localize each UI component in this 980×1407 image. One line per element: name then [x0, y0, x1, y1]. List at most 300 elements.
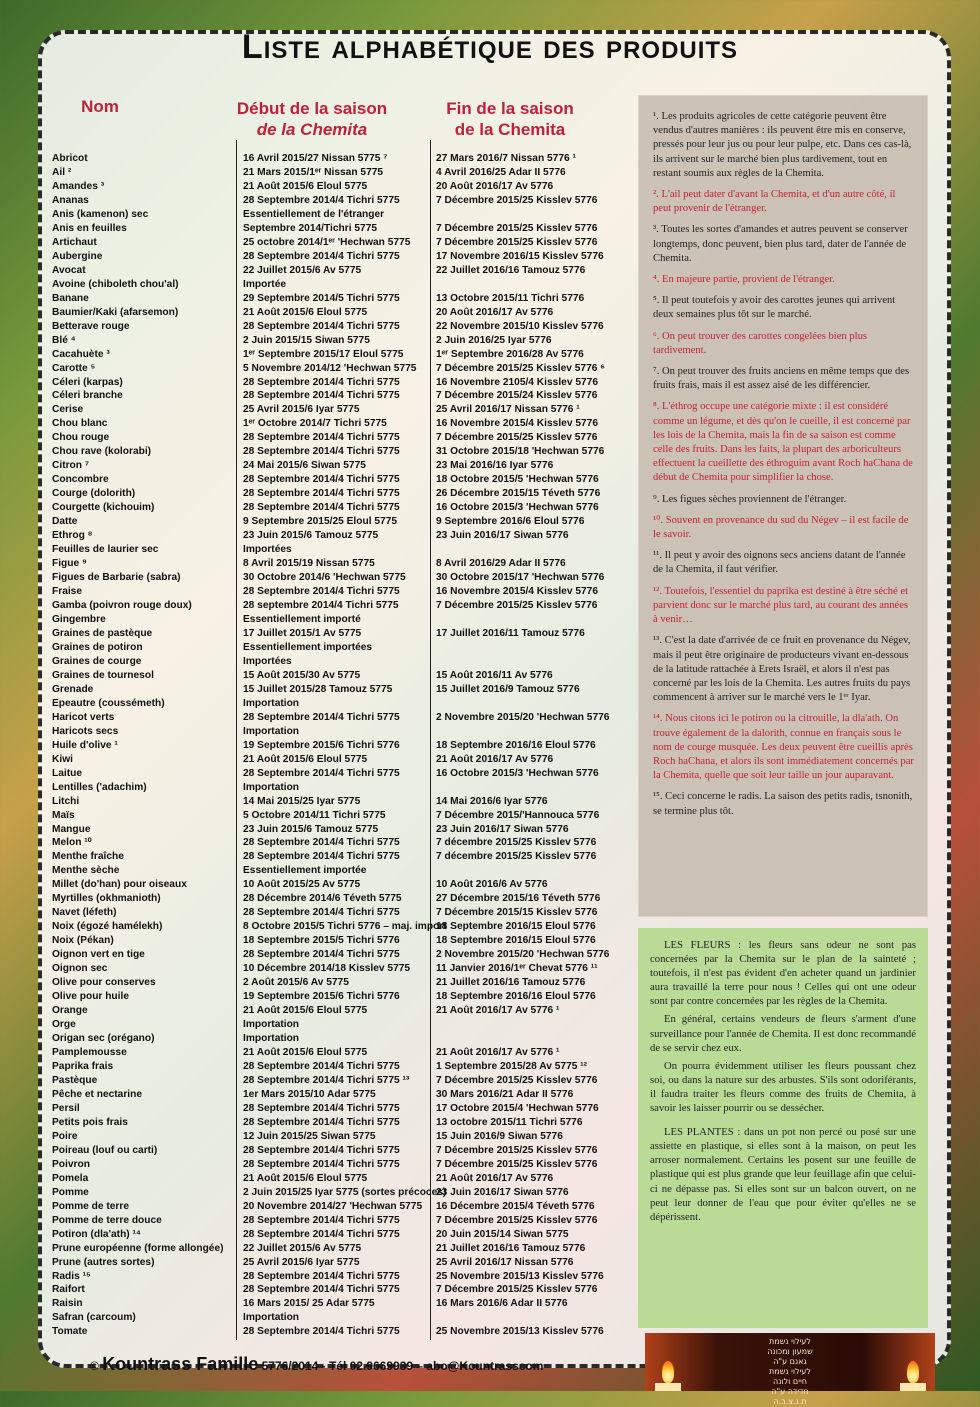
season-start: 5 Novembre 2014/12 'Hechwan 5775 [243, 362, 417, 374]
season-end [436, 278, 626, 292]
product-name: Concombre [52, 474, 109, 486]
product-name: Noix (égozé hamélekh) [52, 921, 163, 933]
season-start: 28 Septembre 2014/4 Tichri 5775 [243, 194, 400, 206]
season-start: 9 Septembre 2015/25 Eloul 5775 [243, 516, 398, 528]
product-name: Epeautre (coussémeth) [52, 697, 165, 709]
product-name: Persil [52, 1102, 80, 1114]
season-end [436, 725, 626, 739]
season-start: 25 Avril 2015/6 Iyar 5775 [243, 1256, 360, 1268]
memorial-candles-box [645, 1333, 935, 1406]
header-debut-line1: Début de la saison [236, 99, 388, 118]
product-name: Figue ⁹ [52, 558, 87, 570]
season-start: 10 Août 2015/25 Av 5775 [243, 879, 361, 891]
product-name: Amandes ³ [52, 180, 105, 192]
product-name: Navet (léfeth) [52, 907, 117, 919]
season-start: 21 Août 2015/6 Eloul 5775 [243, 180, 368, 192]
season-start: Importation [243, 1312, 300, 1324]
season-end: 7 Décembre 2015/25 Kisslev 5776 [436, 432, 598, 444]
header-debut-line2: de la Chemita [256, 120, 368, 139]
memorial-text [735, 1337, 845, 1407]
product-name: Gingembre [52, 613, 106, 625]
season-end: 10 Août 2016/6 Av 5776 [436, 879, 548, 891]
season-end: 7 Décembre 2015/25 Kisslev 5776 [436, 1284, 598, 1296]
product-name: Raisin [52, 1298, 83, 1310]
season-end: 2 Novembre 2015/20 'Hechwan 5776 [436, 711, 610, 723]
product-name: Noix (Pékan) [52, 935, 114, 947]
season-end: 7 Décembre 2015/25 Kisslev 5776 [436, 1074, 598, 1086]
season-end [436, 613, 626, 627]
season-end: 7 décembre 2015/25 Kisslev 5776 [436, 851, 597, 863]
product-name: Abricot [52, 153, 88, 164]
season-end: 7 Décembre 2015/25 Kisslev 5776 [436, 1214, 598, 1226]
product-name: Lentilles ('adachim) [52, 781, 147, 793]
season-start: 8 Octobre 2015/5 Tichri 5776 – maj. import [243, 921, 447, 933]
footer-brand: Kountrass Famille [102, 1354, 259, 1374]
season-start: 25 octobre 2014/1ᵉʳ 'Hechwan 5775 [243, 236, 411, 248]
season-end [436, 864, 626, 878]
season-start: 20 Novembre 2014/27 'Hechwan 5775 [243, 1200, 423, 1212]
memorial-line: חיים ולונה [773, 1377, 807, 1386]
footnote: ⁴. En majeure partie, provient de l'étranger. [653, 274, 835, 286]
season-start: 10 Décembre 2014/18 Kisslev 5775 [243, 963, 411, 975]
season-start: 28 Septembre 2014/4 Tichri 5775 [243, 949, 400, 961]
season-end [436, 641, 626, 655]
product-name: Chou rouge [52, 432, 110, 444]
season-start: 1ᵉʳ Septembre 2015/17 Eloul 5775 [243, 348, 404, 360]
footnote: ¹³. C'est la date d'arrivée de ce fruit en provenance du Négev, mais il peut être originaire de producteurs vivant en-dessous de la latitude rattachée à Erets Israël, et alors il n'est pas concerné par les lois de la Chemita. Les autres fruits du pays commencent à arriver sur le marché vers le 1ᵉʳ Iyar. [653, 635, 911, 704]
season-start: 28 Septembre 2014/4 Tichri 5775 [243, 250, 400, 262]
product-name: Courge (dolorith) [52, 488, 136, 500]
season-start: Essentiellement importées [243, 641, 373, 653]
season-end: 2 Juin 2016/25 Iyar 5776 [436, 334, 552, 346]
season-start: 28 Septembre 2014/4 Tichri 5775 [243, 502, 400, 514]
season-end-column [436, 152, 626, 1339]
season-start: 28 Septembre 2014/4 Tichri 5775 [243, 1326, 400, 1338]
season-end: 25 Avril 2016/17 Nissan 5776 ¹ [436, 404, 580, 416]
product-name: Millet (do'han) pour oiseaux [52, 879, 187, 891]
product-name: Carotte ⁵ [52, 362, 96, 374]
season-end: 16 Décembre 2015/4 Téveth 5776 [436, 1200, 595, 1212]
product-name: Graines de tournesol [52, 669, 154, 681]
season-end: 23 Juin 2016/17 Siwan 5776 [436, 530, 569, 542]
product-name: Potiron (dla'ath) ¹⁴ [52, 1228, 141, 1240]
season-end: 4 Avril 2016/25 Adar II 5776 [436, 166, 566, 178]
footnote: ⁹. Les figues sèches proviennent de l'étranger. [653, 493, 847, 505]
product-name: Pomela [52, 1172, 89, 1184]
season-start: 28 Septembre 2014/4 Tichri 5775 [243, 432, 400, 444]
season-start: Importées [243, 544, 292, 556]
product-name: Tomate [52, 1326, 88, 1338]
product-name: Prune européenne (forme allongée) [52, 1242, 224, 1254]
footnote: ¹⁵. Ceci concerne le radis. La saison des petits radis, tsnonith, se termine plus tôt. [653, 791, 913, 817]
season-end: 20 Août 2016/17 Av 5776 [436, 306, 554, 318]
season-start: 21 Août 2015/6 Eloul 5775 [243, 1005, 368, 1017]
memorial-line: לעילוי נשמת [769, 1337, 811, 1346]
season-end: 22 Juillet 2016/16 Tamouz 5776 [436, 264, 586, 276]
season-start: 22 Juillet 2015/6 Av 5775 [243, 1242, 362, 1254]
product-name: Haricot verts [52, 711, 115, 723]
season-start: 28 Septembre 2014/4 Tichri 5775 [243, 1158, 400, 1170]
season-start: Importées [243, 655, 292, 667]
season-start: 23 Juin 2015/6 Tamouz 5775 [243, 530, 379, 542]
season-start: 24 Mai 2015/6 Siwan 5775 [243, 460, 366, 472]
product-name: Safran (carcoum) [52, 1312, 136, 1324]
flame-left-icon [662, 1361, 674, 1383]
season-end: 18 Septembre 2016/16 Eloul 5776 [436, 739, 596, 751]
product-name: Huile d'olive ¹ [52, 739, 118, 751]
season-start: Importation [243, 725, 300, 737]
header-nom: Nom [81, 97, 119, 116]
product-name: Raifort [52, 1284, 85, 1296]
season-end: 22 Novembre 2015/10 Kisslev 5776 [436, 320, 604, 332]
season-end: 31 Octobre 2015/18 'Hechwan 5776 [436, 446, 605, 458]
season-end: 30 Mars 2016/21 Adar II 5776 [436, 1088, 574, 1100]
product-name: Mangue [52, 823, 91, 835]
memorial-line: שמעון ומכונה [767, 1347, 813, 1356]
product-name: Grenade [52, 683, 94, 695]
season-end: 16 Mars 2016/6 Adar II 5776 [436, 1298, 568, 1310]
season-start: Importation [243, 1033, 300, 1045]
product-name: Menthe sèche [52, 865, 120, 877]
season-end: 25 Novembre 2015/13 Kisslev 5776 [436, 1270, 604, 1282]
product-name-column [52, 152, 232, 1339]
season-end: 7 Décembre 2015/'Hannouca 5776 [436, 809, 600, 821]
season-start: 28 Septembre 2014/4 Tichri 5775 [243, 1060, 400, 1072]
footnote: ⁷. On peut trouver des fruits anciens en même temps que des fruits frais, mais il est assez aisé de les différencier. [653, 366, 910, 392]
product-name: Pastèque [52, 1074, 98, 1086]
season-start: Essentiellement importée [243, 865, 367, 877]
season-start: 12 Juin 2015/25 Siwan 5775 [243, 1130, 376, 1142]
product-name: Blé ⁴ [52, 334, 76, 346]
season-start: 28 Septembre 2014/4 Tichri 5775 [243, 390, 400, 402]
season-end: 18 Septembre 2016/15 Eloul 5776 [436, 921, 596, 933]
product-name: Cacahuète ³ [52, 348, 110, 360]
column-divider-1 [236, 140, 237, 1340]
season-start: 5 Octobre 2014/11 Tichri 5775 [243, 809, 386, 821]
season-start: 28 Septembre 2014/4 Tichri 5775 [243, 1214, 400, 1226]
product-name: Avoine (chiboleth chou'al) [52, 278, 179, 290]
product-name: Ananas [52, 194, 89, 206]
flowers-plants-panel [638, 928, 928, 1328]
season-end: 23 Mai 2016/16 Iyar 5776 [436, 460, 554, 472]
product-name: Artichaut [52, 236, 97, 248]
season-start: 16 Mars 2015/ 25 Adar 5775 [243, 1298, 375, 1310]
product-name: Olive pour huile [52, 991, 129, 1003]
product-name: Origan sec (orégano) [52, 1033, 155, 1045]
product-name: Graines de pastèque [52, 627, 153, 639]
product-name: Maïs [52, 809, 75, 821]
season-end: 27 Mars 2016/7 Nissan 5776 ¹ [436, 153, 576, 164]
season-start: Importée [243, 278, 287, 290]
season-end: 15 Juin 2016/9 Siwan 5776 [436, 1130, 563, 1142]
season-end: 13 octobre 2015/11 Tichri 5776 [436, 1116, 583, 1128]
season-start: 28 Septembre 2014/4 Tichri 5775 [243, 1116, 400, 1128]
season-start: 28 Septembre 2014/4 Tichri 5775 [243, 376, 400, 388]
season-end: 18 Septembre 2016/15 Eloul 5776 [436, 935, 596, 947]
product-name: Anis en feuilles [52, 222, 127, 234]
season-start: 28 Septembre 2014/4 Tichri 5775 [243, 851, 400, 863]
product-name: Avocat [52, 264, 86, 276]
season-start: 14 Mai 2015/25 Iyar 5775 [243, 795, 361, 807]
season-end: 21 Juillet 2016/16 Tamouz 5776 [436, 977, 586, 989]
product-name: Feuilles de laurier sec [52, 544, 159, 556]
season-start: 29 Septembre 2014/5 Tichri 5775 [243, 292, 400, 304]
season-start: 28 septembre 2014/4 Tichri 5775 [243, 600, 399, 611]
season-end: 21 Août 2016/17 Av 5776 ¹ [436, 1005, 560, 1017]
season-start: 8 Avril 2015/19 Nissan 5775 [243, 558, 375, 570]
candle-right [900, 1383, 926, 1391]
product-name: Baumier/Kaki (afarsemon) [52, 306, 179, 318]
season-start: 28 Décembre 2014/6 Téveth 5775 [243, 893, 402, 905]
header-debut [222, 98, 402, 140]
season-start: Septembre 2014/Tichri 5775 [243, 222, 378, 234]
product-name: Haricots secs [52, 725, 119, 737]
season-end: 25 Novembre 2015/13 Kisslev 5776 [436, 1326, 604, 1338]
season-end: 7 Décembre 2015/25 Kisslev 5776 [436, 222, 598, 234]
season-end: 14 Mai 2016/6 Iyar 5776 [436, 795, 548, 807]
footnote: ⁵. Il peut toutefois y avoir des carottes jeunes qui arrivent deux semaines plus tôt sur le marché. [653, 295, 896, 321]
season-start: 17 Juillet 2015/1 Av 5775 [243, 627, 362, 639]
season-end: 23 Juin 2016/17 Siwan 5776 [436, 1186, 569, 1198]
season-start: 28 Septembre 2014/4 Tichri 5775 [243, 837, 400, 849]
product-name: Banane [52, 292, 89, 304]
product-name: Pêche et nectarine [52, 1088, 143, 1100]
product-name: Petits pois frais [52, 1116, 128, 1128]
season-end: 15 Août 2016/11 Av 5776 [436, 669, 553, 681]
season-end: 17 Novembre 2016/15 Kisslev 5776 [436, 250, 604, 262]
season-start: Essentiellement de l'étranger [243, 208, 385, 220]
season-end: 20 Juin 2015/14 Siwan 5775 [436, 1228, 569, 1240]
season-start: 28 Septembre 2014/4 Tichri 5775 [243, 1144, 400, 1156]
season-end [436, 697, 626, 711]
season-end [436, 1032, 626, 1046]
product-name: Radis ¹⁵ [52, 1270, 91, 1282]
season-end: 16 Octobre 2015/3 'Hechwan 5776 [436, 767, 599, 779]
season-end: 21 Juillet 2016/16 Tamouz 5776 [436, 1242, 586, 1254]
footnotes-panel [638, 95, 928, 917]
footnote: ¹. Les produits agricoles de cette catégorie peuvent être vendus d'autres manières : ils peuvent être mis en conserve, pressés pour leur jus ou pour leur pulpe, etc. Dans ces cas-là, ils arrivent sur le marché bien plus tardivement, tout en restant soumis aux règles de la Chemita. [653, 111, 912, 179]
footer-contact: 5776/2014 - Tél 02.9669939 – abo@Kountrasscom [261, 1359, 544, 1373]
season-end: 9 Septembre 2016/6 Eloul 5776 [436, 516, 585, 528]
flowers-paragraph: LES FLEURS : les fleurs sans odeur ne sont pas concernées par la Chemita sur le plan de la sainteté ; toutefois, il n'est pas évident d'en acheter quand un jardinier aura travaillé la terre pour nous ! Celles qui ont une odeur sont par contre concernées par les règles de la Chemita. [650, 939, 916, 1008]
season-start: 28 Septembre 2014/4 Tichri 5775 [243, 1270, 400, 1282]
season-start-column [243, 152, 447, 1339]
footnote: ⁶. On peut trouver des carottes congelées bien plus tardivement. [653, 330, 868, 356]
season-start: 2 Août 2015/6 Av 5775 [243, 977, 349, 989]
season-end: 11 Janvier 2016/1ᵉʳ Chevat 5776 ¹¹ [436, 963, 598, 975]
product-name: Poivron [52, 1158, 90, 1170]
product-name: Laitue [52, 767, 83, 779]
season-start: 2 Juin 2015/25 Iyar 5775 (sortes précoces) [243, 1186, 447, 1198]
season-start: 1ᵉʳ Octobre 2014/7 Tichri 5775 [243, 418, 387, 430]
product-name: Aubergine [52, 250, 103, 262]
season-start: 28 Septembre 2014/4 Tichri 5775 [243, 767, 400, 779]
season-start: 30 Octobre 2014/6 'Hechwan 5775 [243, 572, 406, 584]
product-name: Pomme de terre douce [52, 1214, 162, 1226]
season-end: 30 Octobre 2015/17 'Hechwan 5776 [436, 572, 605, 584]
product-name: Datte [52, 516, 78, 528]
product-name: Poire [52, 1130, 78, 1142]
memorial-line: ת.נ.צ.ב.ה [773, 1397, 807, 1406]
product-name: Courgette (kichouim) [52, 502, 155, 514]
season-start: 28 Septembre 2014/4 Tichri 5775 [243, 1228, 400, 1240]
season-end: 17 Octobre 2015/4 'Hechwan 5776 [436, 1102, 599, 1114]
product-name: Menthe fraîche [52, 851, 124, 863]
season-end: 17 Juillet 2016/11 Tamouz 5776 [436, 627, 585, 639]
copyright-symbol: © [90, 1359, 99, 1373]
season-start: 15 Juillet 2015/28 Tamouz 5775 [243, 683, 393, 695]
season-start: 28 Septembre 2014/4 Tichri 5775 [243, 488, 400, 500]
season-start: Importation [243, 781, 300, 793]
season-end: 21 Août 2016/17 Av 5776 [436, 753, 554, 765]
season-end: 15 Juillet 2016/9 Tamouz 5776 [436, 683, 580, 695]
season-start: 28 Septembre 2014/4 Tichri 5775 [243, 711, 400, 723]
product-name: Cerise [52, 404, 84, 416]
season-end [436, 543, 626, 557]
product-name: Graines de potiron [52, 641, 143, 653]
product-name: Betterave rouge [52, 320, 130, 332]
season-start: Importation [243, 697, 300, 709]
season-start: 22 Juillet 2015/6 Av 5775 [243, 264, 362, 276]
season-end: 7 Décembre 2015/15 Kisslev 5776 [436, 907, 598, 919]
season-end: 18 Septembre 2016/16 Eloul 5776 [436, 991, 596, 1003]
product-name: Pomme de terre [52, 1200, 130, 1212]
product-name: Pamplemousse [52, 1047, 127, 1058]
flowers-paragraph: On pourra évidemment utiliser les fleurs poussant chez soi, ou dans la nature sur des arbustes. S'ils sont odoriférants, il faudra traiter les fleurs comme des fruits de Chemita, à savoir les laisser pourrir ou se dessécher. [650, 1059, 916, 1115]
header-fin-line2: de la Chemita [454, 120, 566, 139]
season-start: 15 Août 2015/30 Av 5775 [243, 669, 361, 681]
season-end: 2 Novembre 2015/20 'Hechwan 5776 [436, 949, 610, 961]
season-end: 23 Juin 2016/17 Siwan 5776 [436, 823, 569, 835]
season-end [436, 208, 626, 222]
season-start: 21 Août 2015/6 Eloul 5775 [243, 753, 368, 765]
season-start: 28 Septembre 2014/4 Tichri 5775 ¹³ [243, 1074, 410, 1086]
footnote: ¹⁴. Nous citons ici le potiron ou la citrouille, la dla'ath. On trouve également de la dalorith, connue en français sous le nom de courge musquée. Les deux peuvent être cueillis après Roch haChana, et alors ils sont immédiatement concernés par la Chemita, quelle que soit leur taille un jour auparavant. [653, 713, 914, 782]
product-name: Chou blanc [52, 418, 108, 430]
product-name: Ethrog ⁸ [52, 530, 93, 542]
product-name: Melon ¹⁰ [52, 837, 92, 849]
product-name: Prune (autres sortes) [52, 1256, 155, 1268]
footer [90, 1354, 543, 1375]
product-name: Figues de Barbarie (sabra) [52, 572, 181, 584]
season-end: 21 Août 2016/17 Av 5776 ¹ [436, 1047, 560, 1058]
season-end: 16 Octobre 2015/3 'Hechwan 5776 [436, 502, 599, 514]
product-name: Paprika frais [52, 1060, 114, 1072]
candle-left [655, 1383, 681, 1391]
season-start: 16 Avril 2015/27 Nissan 5775 ⁷ [243, 153, 388, 164]
footnote: ¹⁰. Souvent en provenance du sud du Négev – il est facile de le savoir. [653, 514, 909, 541]
flowers-paragraph: LES PLANTES : dans un pot non percé ou posé sur une assiette en plastique, si elles sont à la maison, on peut les arroser normalement. Certains les posent sur une feuille de plastique qui est plus grande que leur feuillage afin que celui-ci ne dépasse pas. Si elles sont sur un balcon ouvert, on ne peut leur donner de l'eau que pour éviter qu'elles ne se dépérissent. [650, 1126, 916, 1223]
season-start: Essentiellement importé [243, 613, 361, 625]
season-end: 20 Août 2016/17 Av 5776 [436, 180, 554, 192]
season-start: 28 Septembre 2014/4 Tichri 5775 [243, 586, 400, 598]
season-end: 27 Décembre 2015/16 Téveth 5776 [436, 893, 601, 905]
season-end [436, 655, 626, 669]
season-start: 28 Septembre 2014/4 Tichri 5775 [243, 474, 400, 486]
season-start: 21 Août 2015/6 Eloul 5775 [243, 1047, 368, 1058]
memorial-line: גאנם ע"ה [773, 1357, 807, 1366]
product-name: Oignon sec [52, 963, 108, 975]
flowers-paragraph: En général, certains vendeurs de fleurs s'arment d'une surveillance pour l'année de Chemita. Il est donc recommandé de se servir chez eux. [650, 1013, 916, 1054]
season-end: 25 Avril 2016/17 Nissan 5776 [436, 1256, 574, 1268]
season-start: 19 Septembre 2015/6 Tichri 5776 [243, 739, 400, 751]
product-name: Anis (kamenon) sec [52, 208, 149, 220]
product-name: Poireau (louf ou carti) [52, 1144, 158, 1156]
season-end: 7 décembre 2015/25 Kisslev 5776 [436, 837, 597, 849]
season-end [436, 781, 626, 795]
season-end: 13 Octobre 2015/11 Tichri 5776 [436, 292, 585, 304]
product-name: Pomme [52, 1186, 89, 1198]
season-start: 21 Mars 2015/1ᵉʳ Nissan 5775 [243, 166, 384, 178]
footnote: ³. Toutes les sortes d'amandes et autres peuvent se conserver longtemps, donc peuvent, bien plus tard, dater de l'année de Chemita. [653, 224, 908, 264]
season-end: 21 Août 2016/17 Av 5776 [436, 1172, 554, 1184]
product-name: Céleri (karpas) [52, 376, 123, 388]
season-start: 28 Septembre 2014/4 Tichri 5775 [243, 1102, 400, 1114]
season-end: 7 Décembre 2015/25 Kisslev 5776 [436, 1158, 598, 1170]
season-end [436, 1311, 626, 1325]
season-start: 23 Juin 2015/6 Tamouz 5775 [243, 823, 379, 835]
flame-right-icon [907, 1361, 919, 1383]
season-start: 19 Septembre 2015/6 Tichri 5776 [243, 991, 400, 1003]
product-name: Orange [52, 1005, 88, 1017]
product-name: Gamba (poivron rouge doux) [52, 600, 192, 611]
season-start: 21 Août 2015/6 Eloul 5775 [243, 306, 368, 318]
product-name: Kiwi [52, 753, 73, 765]
footnote: ¹². Toutefois, l'essentiel du paprika est destiné à être séché et parvient donc sur le marché plus tard, au courant des années à venir… [653, 585, 909, 626]
footnote: ⁸. L'éthrog occupe une catégorie mixte : il est considéré comme un légume, et dès qu'on le cueille, il est concerné par les lois de la Chemita, mais la fin de sa saison est comme celle des fruits. Dans les faits, la plupart des arboriculteurs effectuent la cueillette des éthroguim avant Roch haChana de début de Chemita pour simplifier la chose. [653, 401, 913, 484]
footnote: ². L'ail peut dater d'avant la Chemita, et d'un autre côté, il peut provenir de l'étranger. [653, 189, 896, 215]
product-name: Graines de courge [52, 655, 142, 667]
product-name: Olive pour conserves [52, 977, 156, 989]
memorial-line: לעילוי נשמת [769, 1367, 811, 1376]
page-title: Liste alphabétique des produits [241, 28, 739, 66]
product-name: Litchi [52, 795, 80, 807]
season-end: 26 Décembre 2015/15 Téveth 5776 [436, 488, 601, 500]
season-start: 21 Août 2015/6 Eloul 5775 [243, 1172, 368, 1184]
season-end: 7 Décembre 2015/25 Kisslev 5776 [436, 194, 598, 206]
season-end: 7 Décembre 2015/25 Kisslev 5776 [436, 600, 598, 611]
memorial-line: חדידה ע"ה [771, 1387, 809, 1396]
product-name: Orge [52, 1019, 76, 1031]
season-end: 16 Novembre 2015/4 Kisslev 5776 [436, 418, 598, 430]
product-name: Citron ⁷ [52, 460, 90, 472]
season-end: 1ᵉʳ Septembre 2016/28 Av 5776 [436, 348, 584, 360]
season-end: 16 Novembre 2015/4 Kisslev 5776 [436, 586, 598, 598]
season-start: 2 Juin 2015/15 Siwan 5775 [243, 334, 370, 346]
season-start: 28 Septembre 2014/4 Tichri 5775 [243, 446, 400, 458]
season-start: Importation [243, 1019, 300, 1031]
season-start: 28 Septembre 2014/4 Tichri 5775 [243, 907, 400, 919]
season-end: 16 Novembre 2105/4 Kisslev 5776 [436, 376, 598, 388]
season-start: 28 Septembre 2014/4 Tichri 5775 [243, 320, 400, 332]
season-end [436, 1018, 626, 1032]
season-end: 1 Septembre 2015/28 Av 5775 ¹² [436, 1060, 588, 1072]
product-name: Myrtilles (okhmanioth) [52, 893, 161, 905]
season-end: 7 Décembre 2015/25 Kisslev 5776 [436, 1144, 598, 1156]
season-end: 8 Avril 2016/29 Adar II 5776 [436, 558, 566, 570]
season-end: 7 Décembre 2015/25 Kisslev 5776 ⁶ [436, 362, 605, 374]
product-name: Ail ² [52, 166, 72, 178]
season-end: 7 Décembre 2015/24 Kisslev 5776 [436, 390, 598, 402]
column-divider-2 [430, 140, 431, 1340]
header-fin [420, 98, 600, 140]
product-name: Fraise [52, 586, 83, 598]
product-name: Oignon vert en tige [52, 949, 145, 961]
header-fin-line1: Fin de la saison [446, 99, 574, 118]
season-end: 18 Octobre 2015/5 'Hechwan 5776 [436, 474, 599, 486]
footnote: ¹¹. Il peut y avoir des oignons secs anciens datant de l'année de la Chemita, il faut vérifier. [653, 550, 906, 576]
season-start: 28 Septembre 2014/4 Tichri 5775 [243, 1284, 400, 1296]
